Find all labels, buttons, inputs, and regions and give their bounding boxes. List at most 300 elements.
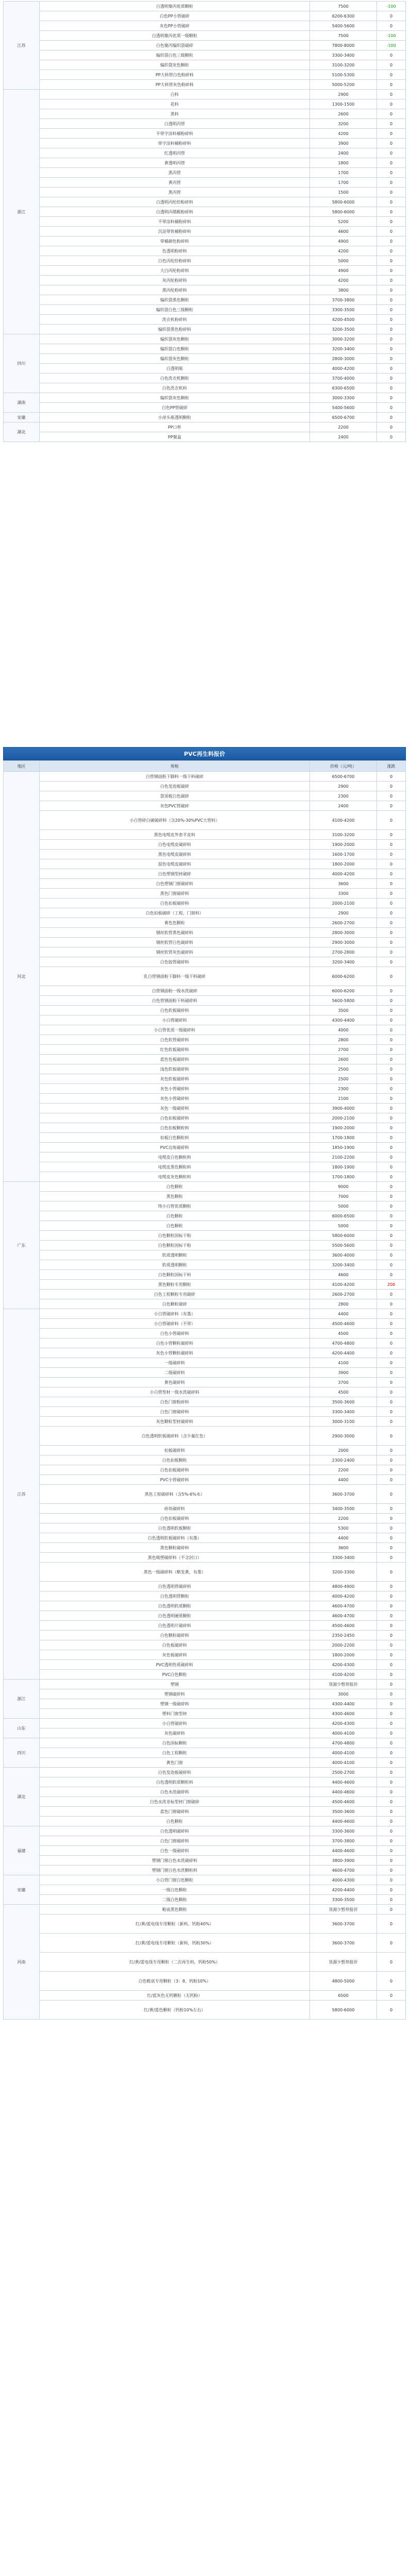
change-cell: 0 [377, 334, 406, 344]
price-cell: 2800 [310, 1035, 377, 1045]
region-cell: 河南 [4, 1905, 40, 2020]
change-cell: 0 [377, 1991, 406, 2001]
price-cell: 3700 [310, 1378, 377, 1387]
spec-cell: 白色PP小管破碎 [40, 11, 310, 21]
change-cell: 0 [377, 1797, 406, 1807]
table-row [4, 1378, 406, 1387]
spec-cell: 白色塑钢型材破碎 [40, 869, 310, 879]
spec-cell: 白色水洗破碎料 [40, 1787, 310, 1797]
table-row [4, 1543, 406, 1553]
price-cell: 7000 [310, 1192, 377, 1201]
table-row [4, 1074, 406, 1084]
table-row [4, 1709, 406, 1719]
price-cell: 2000-2100 [310, 1113, 377, 1123]
change-cell: 0 [377, 1728, 406, 1738]
table-row [4, 1728, 406, 1738]
spec-cell: 白管钢面粉下脚料一级干料破碎 [40, 772, 310, 782]
price-cell: 4200 [310, 129, 377, 139]
price-cell: 1700-1800 [310, 1133, 377, 1143]
spec-cell: 蓝色色板破碎料 [40, 1055, 310, 1064]
change-cell: 0 [377, 393, 406, 403]
price-cell: 4500-4600 [310, 1621, 377, 1631]
change-cell: 0 [377, 1338, 406, 1348]
table-row [4, 1875, 406, 1885]
price-cell: 3200-3300 [310, 1563, 377, 1582]
price-cell: 2600 [310, 109, 377, 119]
spec-cell: 电缆皮灰色颗粒料 [40, 1172, 310, 1182]
price-cell: 2400 [310, 148, 377, 158]
table-row [4, 246, 406, 256]
change-cell: 0 [377, 1582, 406, 1591]
table-row [4, 305, 406, 315]
table-row [4, 99, 406, 109]
table-row [4, 889, 406, 899]
change-cell: 0 [377, 1523, 406, 1533]
change-cell: 0 [377, 1670, 406, 1680]
spec-cell: 电缆皮黑色颗粒料 [40, 1162, 310, 1172]
table-row [4, 178, 406, 188]
price-cell: 4200 [310, 276, 377, 285]
spec-cell: 白透明丙纶纺粉碎料 [40, 197, 310, 207]
change-cell: 0 [377, 1934, 406, 1953]
price-cell: 6000-6500 [310, 1211, 377, 1221]
price-cell: 2200 [310, 422, 377, 432]
price-cell: 3300-3400 [310, 1407, 377, 1417]
change-cell: 0 [377, 782, 406, 791]
price-cell: 2200 [310, 1465, 377, 1475]
price-cell: 1500 [310, 188, 377, 197]
pvc-price-table [3, 760, 406, 2020]
table-row [4, 1113, 406, 1123]
price-cell: 3600 [310, 1543, 377, 1553]
spec-cell: 塑钢门窗白色水洗颗粒料 [40, 1866, 310, 1875]
table-row [4, 1485, 406, 1504]
table-row [4, 1319, 406, 1329]
change-cell: 0 [377, 109, 406, 119]
spec-cell: 白色颗粒国标干粉 [40, 1241, 310, 1250]
table-row [4, 1329, 406, 1338]
price-cell: 5100-5300 [310, 70, 377, 80]
table-row [4, 1953, 406, 1972]
table-row [4, 1640, 406, 1650]
spec-cell: 白透明聚丙优质一级颗粒 [40, 31, 310, 41]
table-row [4, 1133, 406, 1143]
price-cell: 6000-6200 [310, 986, 377, 996]
table-row [4, 80, 406, 90]
table-row [4, 207, 406, 217]
table-row [4, 11, 406, 21]
table-row [4, 70, 406, 80]
table-row [4, 119, 406, 129]
change-cell: 0 [377, 197, 406, 207]
table-row [4, 1738, 406, 1748]
change-cell: 0 [377, 830, 406, 840]
change-cell: 0 [377, 1504, 406, 1514]
price-cell: 3200-3500 [310, 325, 377, 334]
change-cell: 0 [377, 889, 406, 899]
change-cell: 0 [377, 383, 406, 393]
price-cell: 2200 [310, 1514, 377, 1523]
spec-cell: 白透明聚丙优质颗粒 [40, 2, 310, 11]
region-cell: 浙江 [4, 90, 40, 334]
spec-cell: 白色颗粒国标干粉 [40, 1231, 310, 1241]
change-cell: 0 [377, 1153, 406, 1162]
spec-cell: 带桶颜色粉碎料 [40, 236, 310, 246]
table-row [4, 1777, 406, 1787]
table-row [4, 928, 406, 938]
price-cell: 4800-4900 [310, 1582, 377, 1591]
change-cell: 0 [377, 1006, 406, 1015]
change-cell: 0 [377, 60, 406, 70]
table-row [4, 1104, 406, 1113]
change-cell: 0 [377, 1113, 406, 1123]
change-cell: 0 [377, 364, 406, 374]
price-cell: 4400-4600 [310, 1817, 377, 1826]
table-row [4, 276, 406, 285]
change-cell: 0 [377, 1446, 406, 1455]
change-cell: 0 [377, 1055, 406, 1064]
table-row [4, 801, 406, 811]
spec-cell: 灰色板破碎料 [40, 1650, 310, 1660]
table-row [4, 256, 406, 266]
table-row [4, 1172, 406, 1182]
change-cell: 0 [377, 869, 406, 879]
change-cell: 0 [377, 996, 406, 1006]
price-cell: 3600-3700 [310, 1934, 377, 1953]
spec-cell: 编织袋灰色颗粒 [40, 354, 310, 364]
change-cell: 0 [377, 1621, 406, 1631]
price-cell: 6500-6700 [310, 413, 377, 422]
change-cell: 0 [377, 315, 406, 325]
table-row [4, 1991, 406, 2001]
change-cell: 0 [377, 801, 406, 811]
spec-cell: 白透明丙管 [40, 119, 310, 129]
spec-cell: 编织袋灰色颗粒 [40, 393, 310, 403]
spec-cell: 白色扣板破碎料 [40, 1465, 310, 1475]
spec-cell: 红色软板破碎料 [40, 1045, 310, 1055]
table-row [4, 918, 406, 928]
table-row [4, 2, 406, 11]
price-cell: 4400-4600 [310, 1777, 377, 1787]
change-cell: 0 [377, 1143, 406, 1153]
table-row [4, 1680, 406, 1689]
table-row [4, 957, 406, 967]
price-cell: 3200-3400 [310, 344, 377, 354]
table-row [4, 1523, 406, 1533]
table-row [4, 1260, 406, 1270]
table-row [4, 1836, 406, 1846]
spec-cell: 白色PP管破碎 [40, 403, 310, 413]
region-cell: 湖北 [4, 422, 40, 442]
spec-cell: 白色一级破碎料 [40, 1846, 310, 1856]
spec-cell: 白色电缆皮破碎料 [40, 840, 310, 850]
price-cell: 5400-5600 [310, 403, 377, 413]
spec-cell: 白色扣板破碎（工程，门窗料） [40, 908, 310, 918]
change-cell: 0 [377, 236, 406, 246]
table-row [4, 1768, 406, 1777]
table-row [4, 1025, 406, 1035]
spec-cell: 白色小管破碎料 [40, 1329, 310, 1338]
price-cell: 3200 [310, 119, 377, 129]
price-cell: 3000-3100 [310, 1417, 377, 1427]
price-cell: 2100-2200 [310, 1153, 377, 1162]
price-cell: 2300-2400 [310, 1455, 377, 1465]
spec-cell: 鞋底黑色颗粒 [40, 1905, 310, 1914]
table-row [4, 1611, 406, 1621]
spec-cell: 钢丝软管灰色破碎料 [40, 947, 310, 957]
price-cell: 3000 [310, 1689, 377, 1699]
change-cell: 0 [377, 1768, 406, 1777]
spec-cell: 白色透明硬质颗粒 [40, 1611, 310, 1621]
table-row [4, 879, 406, 889]
spec-cell: 编织袋灰色颗粒 [40, 334, 310, 344]
spec-cell: 白色门窗破碎料 [40, 1836, 310, 1846]
price-cell: 4200-4400 [310, 1885, 377, 1895]
price-cell: 2400 [310, 432, 377, 442]
change-cell: 0 [377, 908, 406, 918]
region-cell: 湖南 [4, 393, 40, 413]
price-cell: 4800-5000 [310, 1972, 377, 1991]
spec-cell: 红/蓝灰色无钙颗粒（无钙粉） [40, 1991, 310, 2001]
change-cell: 0 [377, 1905, 406, 1914]
table-row [4, 899, 406, 908]
region-cell: 江苏 [4, 2, 40, 90]
change-cell: 0 [377, 1875, 406, 1885]
spec-cell: 白色丙纶纺粉碎料 [40, 256, 310, 266]
spec-cell: 白色工程颗粒专用破碎 [40, 1290, 310, 1299]
change-cell: 0 [377, 957, 406, 967]
price-cell: 3600 [310, 879, 377, 889]
spec-cell: PP大料管灰色粉碎料 [40, 80, 310, 90]
spec-cell: 灰丙纶粉碎料 [40, 276, 310, 285]
table-row [4, 1533, 406, 1543]
table-row [4, 31, 406, 41]
spec-cell: 红/黄/蓝色颗粒（钙粉10%左右） [40, 2001, 310, 2020]
table-row [4, 1856, 406, 1866]
change-cell: 0 [377, 1074, 406, 1084]
change-cell: 0 [377, 1972, 406, 1991]
spec-cell: 白色水洗非标型材门窗破碎 [40, 1797, 310, 1807]
price-cell: 1300-1500 [310, 99, 377, 109]
price-cell: 4300-4600 [310, 1709, 377, 1719]
price-cell: 4900 [310, 266, 377, 276]
pvc-header-row [4, 761, 406, 772]
table-row [4, 1358, 406, 1368]
price-cell: 5000-5200 [310, 80, 377, 90]
change-cell: 0 [377, 1748, 406, 1758]
change-cell: 0 [377, 325, 406, 334]
table-row [4, 1299, 406, 1309]
price-cell: 3300-3400 [310, 1553, 377, 1563]
price-cell: 5300 [310, 1523, 377, 1533]
table-row [4, 1670, 406, 1680]
spec-cell: 黑丙管 [40, 168, 310, 178]
change-cell: 0 [377, 791, 406, 801]
price-cell: 4900 [310, 236, 377, 246]
spec-cell: 白色透明破碎料 [40, 1826, 310, 1836]
price-cell: 1850-1900 [310, 1143, 377, 1153]
spec-cell: 浅色软板破碎料 [40, 1064, 310, 1074]
region-cell: 山东 [4, 1719, 40, 1738]
change-cell: 0 [377, 1914, 406, 1934]
price-cell: 3100-3200 [310, 60, 377, 70]
table-row [4, 1221, 406, 1231]
table-row [4, 129, 406, 139]
spec-cell: 沉淀带铁桶粉碎料 [40, 227, 310, 236]
price-cell: 3500-3600 [310, 1807, 377, 1817]
table-row [4, 1660, 406, 1670]
pe-tail-section [3, 1, 406, 442]
change-cell: 0 [377, 1378, 406, 1387]
change-cell: 0 [377, 850, 406, 859]
change-cell: 0 [377, 2001, 406, 2020]
change-cell: 0 [377, 285, 406, 295]
table-row [4, 1885, 406, 1895]
price-cell: 3200-3400 [310, 957, 377, 967]
price-cell: 1700 [310, 178, 377, 188]
table-row [4, 1045, 406, 1055]
spec-cell: 灰色破碎料 [40, 1728, 310, 1738]
spec-cell: 红/黄/蓝电线专用颗粒（新料，钙粉30%） [40, 1934, 310, 1953]
spec-cell: PP口杯 [40, 422, 310, 432]
header-spec: 规格 [40, 761, 310, 772]
spec-cell: 白色颗粒国标干料 [40, 1270, 310, 1280]
spec-cell: 电缆皮白色颗粒料 [40, 1153, 310, 1162]
price-cell: 2300 [310, 1084, 377, 1094]
table-row [4, 1514, 406, 1523]
price-cell: 2900 [310, 908, 377, 918]
spec-cell: 一级破碎料 [40, 1358, 310, 1368]
price-cell: 3700-4000 [310, 374, 377, 383]
spec-cell: 红/黄/蓝电线专用颗粒（新料，钙粉40%） [40, 1914, 310, 1934]
price-cell: 2000-2100 [310, 899, 377, 908]
change-cell: 0 [377, 70, 406, 80]
table-row [4, 1475, 406, 1485]
price-cell: 3300-3500 [310, 305, 377, 315]
change-cell: 0 [377, 840, 406, 850]
change-cell: 0 [377, 246, 406, 256]
price-cell: 4200-4400 [310, 1348, 377, 1358]
change-cell: 0 [377, 1104, 406, 1113]
price-cell: 7500 [310, 31, 377, 41]
table-row [4, 383, 406, 393]
price-cell: 2900 [310, 90, 377, 99]
table-row [4, 1719, 406, 1728]
table-row [4, 374, 406, 383]
price-cell: 2100 [310, 1094, 377, 1104]
price-cell: 3700-3800 [310, 295, 377, 305]
spec-cell: 白色颗粒 [40, 1182, 310, 1192]
change-cell: -100 [377, 31, 406, 41]
price-cell: 2800 [310, 1299, 377, 1309]
region-cell: 福建 [4, 1826, 40, 1875]
change-cell: 0 [377, 1738, 406, 1748]
price-cell: 1900-2000 [310, 1123, 377, 1133]
change-cell: 0 [377, 374, 406, 383]
price-cell: 3600-3700 [310, 1485, 377, 1504]
change-cell: 0 [377, 1035, 406, 1045]
spec-cell: 小白管破碎料（有墨） [40, 1309, 310, 1319]
spec-cell: 白色发泡板破碎 [40, 782, 310, 791]
change-cell: 0 [377, 928, 406, 938]
spec-cell: 灰色软板破碎料 [40, 1074, 310, 1084]
price-cell: 4100-4200 [310, 811, 377, 830]
spec-cell: 灰色小管破碎料 [40, 1084, 310, 1094]
price-cell: 5800-6000 [310, 207, 377, 217]
spec-cell: 白色颗粒 [40, 1817, 310, 1826]
table-row [4, 1387, 406, 1397]
price-cell: 4400 [310, 1533, 377, 1543]
table-row [4, 2001, 406, 2020]
change-cell: 0 [377, 1407, 406, 1417]
spec-cell: 白色透明软板破碎料（有墨） [40, 1533, 310, 1543]
header-price: 价格（元/吨） [310, 761, 377, 772]
spec-cell: 砖块破碎料 [40, 1504, 310, 1514]
table-row [4, 1035, 406, 1045]
price-cell: 4000-4200 [310, 1591, 377, 1601]
table-row [4, 217, 406, 227]
spec-cell: 灰色颗粒型材破碎料 [40, 1417, 310, 1427]
spec-cell: 白色扣板颗粒 [40, 1455, 310, 1465]
pe-tail-table [3, 1, 406, 442]
price-cell: 4000 [310, 1025, 377, 1035]
spec-cell: 红透明丙管 [40, 148, 310, 158]
price-cell: 1600-1700 [310, 850, 377, 859]
price-cell: 2800-3000 [310, 928, 377, 938]
table-row [4, 1182, 406, 1192]
price-cell: 1800-1900 [310, 1162, 377, 1172]
spec-cell: 黑料 [40, 109, 310, 119]
change-cell: 0 [377, 1660, 406, 1670]
price-cell: 货源少暂停报价 [310, 1905, 377, 1914]
spec-cell: 黑色门窗破碎料 [40, 889, 310, 899]
change-cell: 0 [377, 344, 406, 354]
spec-cell: 编织袋白色三级颗粒 [40, 305, 310, 315]
table-row [4, 830, 406, 840]
table-row [4, 295, 406, 305]
change-cell: 0 [377, 1260, 406, 1270]
pvc-section [3, 747, 406, 2020]
change-cell: 0 [377, 1015, 406, 1025]
price-cell: 4100 [310, 1358, 377, 1368]
price-cell: 3000-3300 [310, 393, 377, 403]
price-cell: 4000-4100 [310, 1728, 377, 1738]
table-row [4, 403, 406, 413]
change-cell: 0 [377, 129, 406, 139]
price-cell: 货源少暂停报价 [310, 1953, 377, 1972]
price-cell: 4300-4400 [310, 1015, 377, 1025]
price-cell: 3300-3500 [310, 1895, 377, 1905]
change-cell: 0 [377, 178, 406, 188]
change-cell: 0 [377, 99, 406, 109]
region-cell: 安徽 [4, 413, 40, 422]
price-cell: 2500 [310, 1064, 377, 1074]
table-row [4, 1914, 406, 1934]
change-cell: 0 [377, 1348, 406, 1358]
change-cell: 0 [377, 227, 406, 236]
table-row [4, 1563, 406, 1582]
change-cell: 0 [377, 1758, 406, 1768]
change-cell: 0 [377, 1172, 406, 1182]
price-cell: 4600 [310, 1270, 377, 1280]
price-cell: 3200-3400 [310, 1260, 377, 1270]
spec-cell: 一级白色颗粒 [40, 1885, 310, 1895]
price-cell: 3500-3600 [310, 1397, 377, 1407]
table-row [4, 1407, 406, 1417]
spec-cell: 白色透明软质颗粒 [40, 1601, 310, 1611]
spec-cell: 大白丙纶粉碎料 [40, 266, 310, 276]
table-row [4, 60, 406, 70]
